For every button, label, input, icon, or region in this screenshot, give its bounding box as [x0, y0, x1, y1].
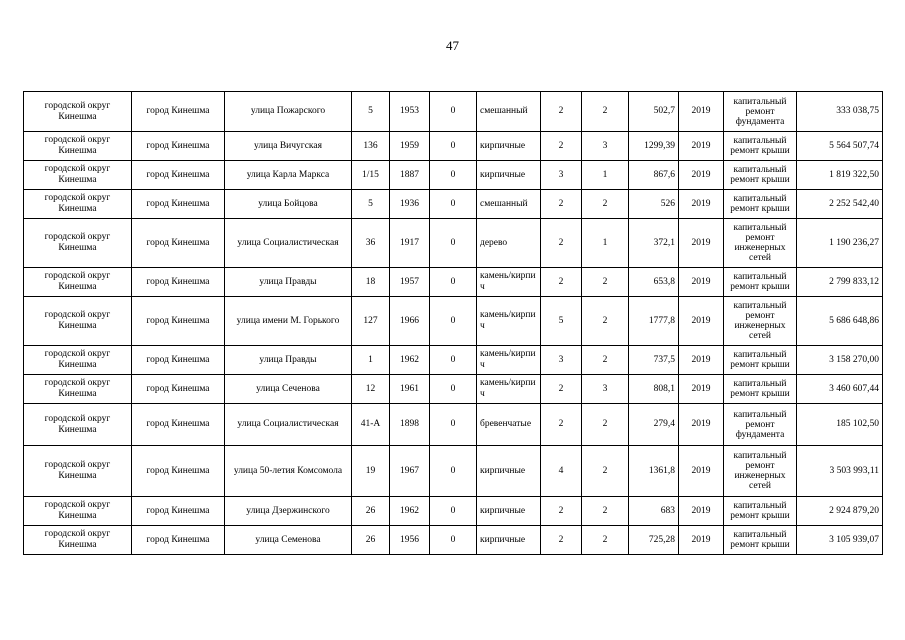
cell-area: 683	[629, 497, 679, 526]
cell-flag: 0	[430, 375, 477, 404]
table-row	[24, 346, 883, 375]
cell-house: 136	[352, 132, 390, 161]
cell-plan-year: 2019	[679, 219, 724, 268]
cell-plan-year: 2019	[679, 268, 724, 297]
cell-plan-year: 2019	[679, 404, 724, 446]
cell-street: улица Правды	[225, 268, 352, 297]
cell-year: 1957	[390, 268, 430, 297]
cell-district: городской округ Кинешма	[24, 526, 132, 555]
cell-flag: 0	[430, 346, 477, 375]
cell-house: 26	[352, 526, 390, 555]
cell-work: капитальный ремонт крыши	[724, 190, 797, 219]
cell-street: улица Карла Маркса	[225, 161, 352, 190]
cell-entrances: 2	[582, 190, 629, 219]
table-row	[24, 297, 883, 346]
cell-material: камень/кирпич	[477, 268, 541, 297]
cell-material: камень/кирпич	[477, 375, 541, 404]
cell-year: 1959	[390, 132, 430, 161]
cell-cost: 185 102,50	[797, 404, 883, 446]
cell-floors: 2	[541, 92, 582, 132]
cell-cost: 3 460 607,44	[797, 375, 883, 404]
cell-work: капитальный ремонт крыши	[724, 346, 797, 375]
cell-cost: 3 503 993,11	[797, 446, 883, 497]
cell-street: улица Семенова	[225, 526, 352, 555]
cell-cost: 333 038,75	[797, 92, 883, 132]
cell-material: кирпичные	[477, 132, 541, 161]
cell-district: городской округ Кинешма	[24, 297, 132, 346]
cell-floors: 5	[541, 297, 582, 346]
cell-area: 725,28	[629, 526, 679, 555]
cell-flag: 0	[430, 219, 477, 268]
cell-plan-year: 2019	[679, 375, 724, 404]
cell-work: капитальный ремонт крыши	[724, 375, 797, 404]
cell-year: 1962	[390, 497, 430, 526]
cell-year: 1966	[390, 297, 430, 346]
cell-area: 737,5	[629, 346, 679, 375]
cell-material: кирпичные	[477, 446, 541, 497]
cell-street: улица Социалистическая	[225, 219, 352, 268]
cell-plan-year: 2019	[679, 297, 724, 346]
cell-house: 19	[352, 446, 390, 497]
cell-house: 18	[352, 268, 390, 297]
cell-district: городской округ Кинешма	[24, 375, 132, 404]
cell-flag: 0	[430, 268, 477, 297]
cell-floors: 3	[541, 161, 582, 190]
cell-city: город Кинешма	[132, 268, 225, 297]
table-row	[24, 161, 883, 190]
cell-year: 1936	[390, 190, 430, 219]
cell-cost: 2 799 833,12	[797, 268, 883, 297]
cell-flag: 0	[430, 190, 477, 219]
table-row	[24, 92, 883, 132]
cell-street: улица Пожарского	[225, 92, 352, 132]
table-row	[24, 219, 883, 268]
cell-work: капитальный ремонт крыши	[724, 497, 797, 526]
cell-floors: 3	[541, 346, 582, 375]
cell-street: улица Бойцова	[225, 190, 352, 219]
cell-floors: 2	[541, 375, 582, 404]
cell-year: 1898	[390, 404, 430, 446]
cell-entrances: 3	[582, 132, 629, 161]
cell-plan-year: 2019	[679, 190, 724, 219]
cell-city: город Кинешма	[132, 526, 225, 555]
table-row	[24, 497, 883, 526]
cell-district: городской округ Кинешма	[24, 268, 132, 297]
cell-district: городской округ Кинешма	[24, 497, 132, 526]
cell-city: город Кинешма	[132, 190, 225, 219]
cell-flag: 0	[430, 161, 477, 190]
cell-material: дерево	[477, 219, 541, 268]
cell-floors: 2	[541, 268, 582, 297]
cell-city: город Кинешма	[132, 446, 225, 497]
cell-street: улица Правды	[225, 346, 352, 375]
cell-material: смешанный	[477, 92, 541, 132]
cell-plan-year: 2019	[679, 161, 724, 190]
cell-entrances: 1	[582, 219, 629, 268]
cell-entrances: 2	[582, 346, 629, 375]
cell-floors: 2	[541, 404, 582, 446]
cell-district: городской округ Кинешма	[24, 132, 132, 161]
cell-plan-year: 2019	[679, 497, 724, 526]
cell-city: город Кинешма	[132, 404, 225, 446]
cell-house: 1/15	[352, 161, 390, 190]
cell-area: 279,4	[629, 404, 679, 446]
cell-area: 526	[629, 190, 679, 219]
cell-house: 127	[352, 297, 390, 346]
cell-material: бревенчатые	[477, 404, 541, 446]
cell-floors: 2	[541, 132, 582, 161]
cell-district: городской округ Кинешма	[24, 404, 132, 446]
cell-house: 26	[352, 497, 390, 526]
cell-flag: 0	[430, 92, 477, 132]
cell-material: смешанный	[477, 190, 541, 219]
cell-street: улица 50-летия Комсомола	[225, 446, 352, 497]
cell-plan-year: 2019	[679, 132, 724, 161]
cell-cost: 1 819 322,50	[797, 161, 883, 190]
table-row	[24, 132, 883, 161]
cell-flag: 0	[430, 497, 477, 526]
cell-city: город Кинешма	[132, 346, 225, 375]
cell-work: капитальный ремонт крыши	[724, 526, 797, 555]
cell-work: капитальный ремонт крыши	[724, 268, 797, 297]
cell-year: 1961	[390, 375, 430, 404]
cell-city: город Кинешма	[132, 132, 225, 161]
cell-house: 36	[352, 219, 390, 268]
cell-flag: 0	[430, 526, 477, 555]
table-row	[24, 446, 883, 497]
cell-work: капитальный ремонт фундамента	[724, 92, 797, 132]
cell-entrances: 2	[582, 92, 629, 132]
cell-house: 41-А	[352, 404, 390, 446]
cell-cost: 2 252 542,40	[797, 190, 883, 219]
cell-house: 1	[352, 346, 390, 375]
cell-flag: 0	[430, 297, 477, 346]
cell-flag: 0	[430, 446, 477, 497]
cell-city: город Кинешма	[132, 375, 225, 404]
page-number: 47	[446, 38, 459, 53]
cell-work: капитальный ремонт фундамента	[724, 404, 797, 446]
cell-city: город Кинешма	[132, 497, 225, 526]
cell-city: город Кинешма	[132, 92, 225, 132]
cell-entrances: 2	[582, 526, 629, 555]
cell-house: 5	[352, 190, 390, 219]
cell-floors: 4	[541, 446, 582, 497]
cell-district: городской округ Кинешма	[24, 346, 132, 375]
cell-city: город Кинешма	[132, 219, 225, 268]
cell-plan-year: 2019	[679, 92, 724, 132]
cell-year: 1917	[390, 219, 430, 268]
cell-material: кирпичные	[477, 526, 541, 555]
cell-year: 1967	[390, 446, 430, 497]
cell-district: городской округ Кинешма	[24, 219, 132, 268]
cell-house: 5	[352, 92, 390, 132]
cell-city: город Кинешма	[132, 297, 225, 346]
cell-entrances: 2	[582, 268, 629, 297]
cell-city: город Кинешма	[132, 161, 225, 190]
cell-plan-year: 2019	[679, 346, 724, 375]
cell-material: кирпичные	[477, 161, 541, 190]
cell-cost: 1 190 236,27	[797, 219, 883, 268]
cell-year: 1962	[390, 346, 430, 375]
cell-cost: 2 924 879,20	[797, 497, 883, 526]
cell-work: капитальный ремонт крыши	[724, 161, 797, 190]
cell-area: 502,7	[629, 92, 679, 132]
cell-material: кирпичные	[477, 497, 541, 526]
cell-district: городской округ Кинешма	[24, 161, 132, 190]
cell-work: капитальный ремонт инженерных сетей	[724, 297, 797, 346]
cell-plan-year: 2019	[679, 446, 724, 497]
cell-entrances: 2	[582, 446, 629, 497]
cell-floors: 2	[541, 526, 582, 555]
cell-street: улица Дзержинского	[225, 497, 352, 526]
cell-entrances: 2	[582, 497, 629, 526]
cell-floors: 2	[541, 497, 582, 526]
cell-district: городской округ Кинешма	[24, 446, 132, 497]
cell-area: 372,1	[629, 219, 679, 268]
cell-area: 653,8	[629, 268, 679, 297]
cell-floors: 2	[541, 219, 582, 268]
cell-year: 1956	[390, 526, 430, 555]
cell-year: 1887	[390, 161, 430, 190]
cell-area: 1299,39	[629, 132, 679, 161]
cell-flag: 0	[430, 404, 477, 446]
cell-street: улица имени М. Горького	[225, 297, 352, 346]
cell-cost: 3 105 939,07	[797, 526, 883, 555]
cell-cost: 5 686 648,86	[797, 297, 883, 346]
cell-area: 867,6	[629, 161, 679, 190]
cell-entrances: 3	[582, 375, 629, 404]
cell-area: 1361,8	[629, 446, 679, 497]
table-row	[24, 190, 883, 219]
cell-area: 1777,8	[629, 297, 679, 346]
cell-floors: 2	[541, 190, 582, 219]
cell-flag: 0	[430, 132, 477, 161]
cell-entrances: 2	[582, 404, 629, 446]
cell-area: 808,1	[629, 375, 679, 404]
cell-work: капитальный ремонт инженерных сетей	[724, 219, 797, 268]
cell-work: капитальный ремонт инженерных сетей	[724, 446, 797, 497]
cell-material: камень/кирпич	[477, 297, 541, 346]
cell-street: улица Сеченова	[225, 375, 352, 404]
cell-house: 12	[352, 375, 390, 404]
cell-year: 1953	[390, 92, 430, 132]
cell-plan-year: 2019	[679, 526, 724, 555]
table-row	[24, 526, 883, 555]
cell-street: улица Вичугская	[225, 132, 352, 161]
cell-district: городской округ Кинешма	[24, 190, 132, 219]
cell-entrances: 2	[582, 297, 629, 346]
housing-repair-table	[23, 91, 883, 555]
table-body	[24, 92, 883, 555]
cell-district: городской округ Кинешма	[24, 92, 132, 132]
table-row	[24, 375, 883, 404]
cell-work: капитальный ремонт крыши	[724, 132, 797, 161]
cell-cost: 3 158 270,00	[797, 346, 883, 375]
cell-entrances: 1	[582, 161, 629, 190]
table-row	[24, 268, 883, 297]
cell-street: улица Социалистическая	[225, 404, 352, 446]
table-row	[24, 404, 883, 446]
cell-material: камень/кирпич	[477, 346, 541, 375]
cell-cost: 5 564 507,74	[797, 132, 883, 161]
